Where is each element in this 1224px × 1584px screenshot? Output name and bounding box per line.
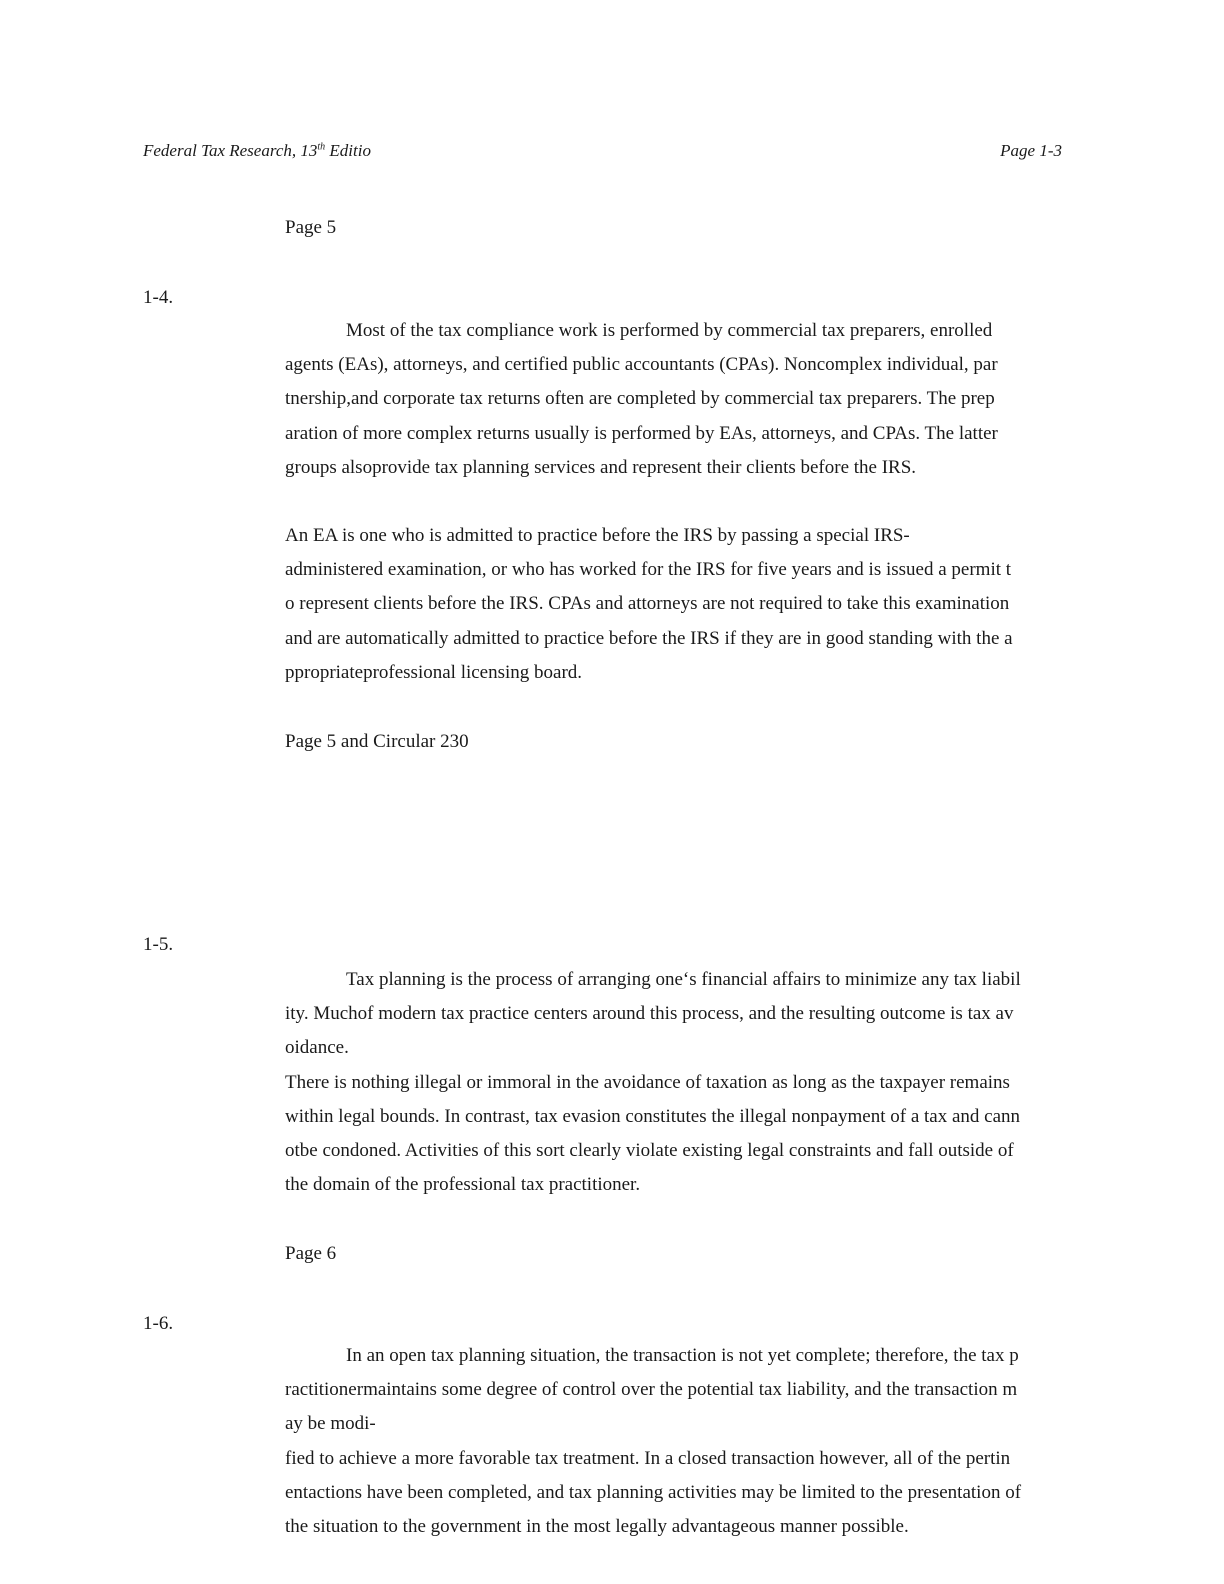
text-line: Tax planning is the process of arranging one‘s financial affairs to minimize any tax liabil — [346, 969, 1021, 990]
text-line: otbe condoned. Activities of this sort clearly violate existing legal constraints and fall outside of — [285, 1139, 1014, 1161]
text-line: An EA is one who is admitted to practice before the IRS by passing a special IRS- — [285, 525, 910, 546]
text-line: ractitionermaintains some degree of control over the potential tax liability, and the transaction m — [285, 1379, 1018, 1401]
text-line: the domain of the professional tax practitioner. — [285, 1174, 641, 1196]
text-line: o represent clients before the IRS. CPAs and attorneys are not required to take this examination — [285, 593, 1010, 615]
text-line: There is nothing illegal or immoral in the avoidance of taxation as long as the taxpayer remains — [285, 1071, 1010, 1093]
text-line: ay be modi- — [285, 1413, 376, 1435]
reference-page-5-circular-230: Page 5 and Circular 230 — [285, 731, 469, 752]
text-line: Most of the tax compliance work is performed by commercial tax preparers, enrolled — [346, 320, 993, 341]
answer-1-6-paragraph — [285, 1339, 1085, 1544]
question-number-1-6: 1-6. — [143, 1313, 174, 1334]
text-line: aration of more complex returns usually is performed by EAs, attorneys, and CPAs. The latter — [285, 422, 998, 444]
text-line: the situation to the government in the most legally advantageous manner possible. — [285, 1515, 909, 1537]
page-number: Page 1-3 — [1000, 141, 1062, 160]
text-line: groups alsoprovide tax planning services and represent their clients before the IRS. — [285, 456, 917, 478]
text-line: tnership,and corporate tax returns often are completed by commercial tax preparers. The prep — [285, 388, 995, 410]
text-line: ppropriateprofessional licensing board. — [285, 661, 583, 683]
reference-page-5: Page 5 — [285, 217, 337, 238]
running-title: Federal Tax Research, 13th Editio — [143, 141, 371, 160]
question-number-1-4: 1-4. — [143, 287, 174, 308]
answer-1-4-paragraph-1 — [285, 314, 1085, 485]
text-line: administered examination, or who has worked for the IRS for five years and is issued a permit t — [285, 559, 1012, 581]
text-line: entactions have been completed, and tax planning activities may be limited to the presentation of — [285, 1481, 1022, 1503]
text-line: and are automatically admitted to practice before the IRS if they are in good standing with the a — [285, 627, 1013, 649]
reference-page-6: Page 6 — [285, 1243, 337, 1264]
text-line: fied to achieve a more favorable tax treatment. In a closed transaction however, all of the pertin — [285, 1447, 1011, 1469]
answer-1-4-paragraph-2 — [285, 519, 1085, 690]
answer-1-5-paragraph — [285, 963, 1085, 1202]
question-number-1-5: 1-5. — [143, 934, 174, 955]
text-line: agents (EAs), attorneys, and certified public accountants (CPAs). Noncomplex individual, par — [285, 354, 998, 376]
text-line: ity. Muchof modern tax practice centers around this process, and the resulting outcome is tax av — [285, 1003, 1014, 1025]
text-line: oidance. — [285, 1037, 349, 1059]
text-line: within legal bounds. In contrast, tax evasion constitutes the illegal nonpayment of a tax and cann — [285, 1105, 1021, 1127]
text-line: In an open tax planning situation, the transaction is not yet complete; therefore, the tax p — [346, 1345, 1019, 1366]
